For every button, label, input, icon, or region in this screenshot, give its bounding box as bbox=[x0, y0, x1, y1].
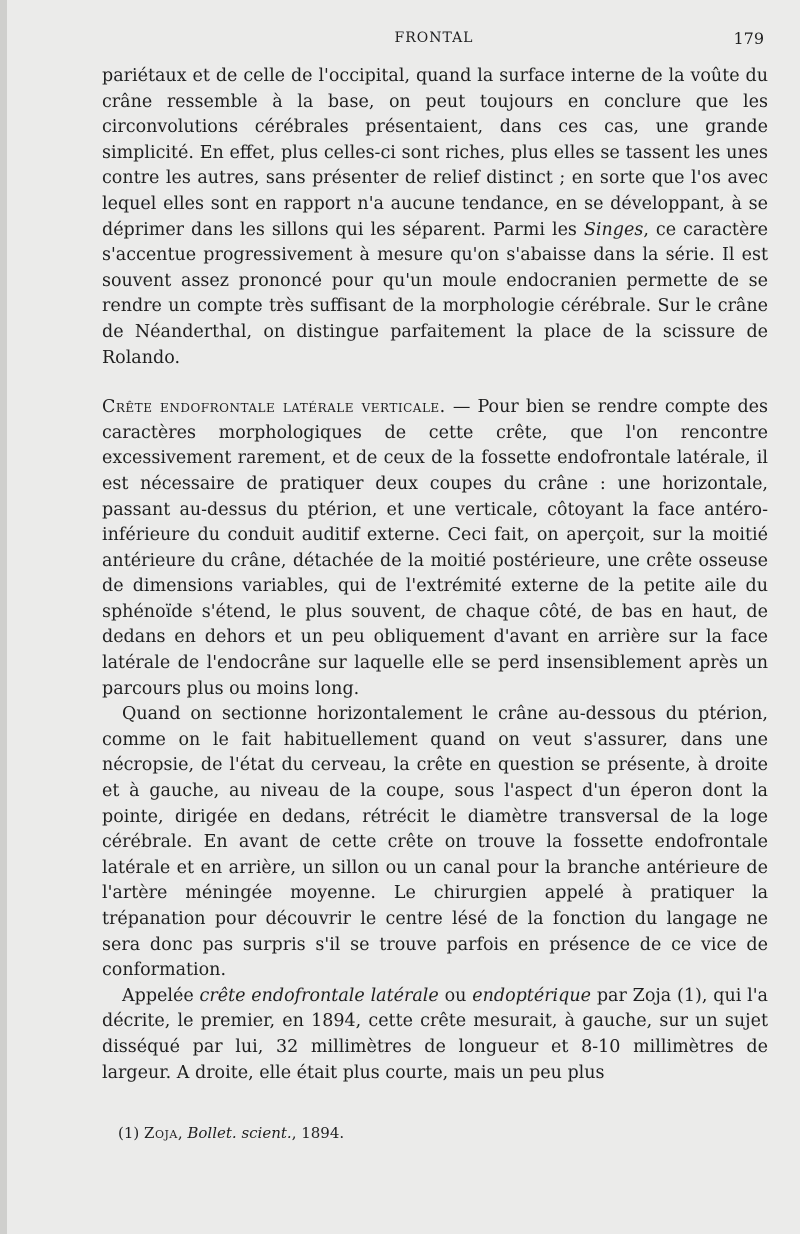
paragraph-2-text: — Pour bien se rendre compte des caractères morphologiques de cette crête, que l'on rencontre excessivement rarement, et de ceux de la fossette endofrontale latérale, il est nécessaire de pratiquer deux coupes du crâne : une horizontale, passant au-dessus du ptérion, et une verticale, côtoyant la face antéro-inférieure du conduit auditif externe. Ceci fait, on aperçoit, sur la moitié antérieure du crâne, détachée de la moitié postérieure, une crête osseuse de dimensions variables, qui de l'extrémité externe de la petite aile du sphénoïde s'étend, le plus souvent, de chaque côté, de bas en haut, de dedans en dehors et un peu obliquement d'avant en arrière sur la face latérale de l'endocrâne sur laquelle elle se perd insensiblement après un parcours plus ou moins long. bbox=[102, 397, 768, 699]
paragraph-2 bbox=[102, 395, 768, 702]
paragraph-1-end: , ce caractère s'accentue progressivement à mesure qu'on s'abaisse dans la série. Il est souvent assez prononcé pour qu'un moule endocranien permette de se rendre un compte très suffisant de la morphologie cérébrale. Sur le crâne de Néanderthal, on distingue parfaitement la place de la scissure de Rolando. bbox=[102, 219, 768, 368]
page-binding-edge bbox=[0, 0, 7, 1234]
running-header bbox=[100, 28, 768, 52]
page-number: 179 bbox=[733, 29, 764, 48]
paragraph-1 bbox=[102, 64, 768, 371]
body-text bbox=[102, 64, 768, 1086]
footnote-year: , 1894. bbox=[291, 1124, 345, 1142]
footnote-marker: (1) bbox=[118, 1124, 145, 1142]
footnote-sep: , bbox=[177, 1124, 188, 1142]
paragraph-4-mid: ou bbox=[438, 985, 473, 1006]
running-title: FRONTAL bbox=[394, 30, 474, 46]
paragraph-4-italic-2: endoptérique bbox=[472, 985, 591, 1006]
paragraph-4-italic-1: crête endofrontale latérale bbox=[199, 985, 439, 1006]
paragraph-4 bbox=[102, 984, 768, 1086]
paragraph-4-start: Appelée bbox=[122, 985, 200, 1006]
footnote bbox=[118, 1124, 344, 1142]
paragraph-3: Quand on sectionne horizontalement le crâne au-dessous du ptérion, comme on le fait habituellement quand on veut s'assurer, dans une nécropsie, de l'état du cerveau, la crête en question se présente, à droite et à gauche, au niveau de la coupe, sous l'aspect d'un éperon dont la pointe, dirigée en dedans, rétrécit le diamètre transversal de la loge cérébrale. En avant de cette crête on trouve la fossette endofrontale latérale et en arrière, un sillon ou un canal pour la branche antérieure de l'artère méningée moyenne. Le chirurgien appelé à pratiquer la trépanation pour découvrir le centre lésé de la fonction du langage ne sera donc pas surpris s'il se trouve parfois en présence de ce vice de conformation. bbox=[102, 704, 768, 981]
footnote-author: Zoja bbox=[144, 1124, 178, 1142]
paragraph-1-italic: Singes bbox=[583, 219, 644, 240]
paragraph-4-end: par Zoja (1), qui l'a décrite, le premier, en 1894, cette crête mesurait, à gauche, sur un sujet disséqué par lui, 32 millimètres de longueur et 8-10 millimètres de largeur. A droite, elle était plus courte, mais un peu plus bbox=[102, 985, 768, 1083]
paragraph-1-text: pariétaux et de celle de l'occipital, quand la surface interne de la voûte du crâne ressemble à la base, on peut toujours en conclure que les circonvolutions cérébrales présentaient, dans ces cas, une grande simplicité. En effet, plus celles-ci sont riches, plus elles se tassent les unes contre les autres, sans présenter de relief distinct ; en sorte que l'os avec lequel elles sont en rapport n'a aucune tendance, en se développant, à se déprimer dans les sillons qui les séparent. Parmi les bbox=[102, 66, 768, 240]
footnote-title: Bollet. scient. bbox=[187, 1124, 292, 1142]
section-heading: Crête endofrontale latérale verticale. bbox=[102, 397, 446, 418]
